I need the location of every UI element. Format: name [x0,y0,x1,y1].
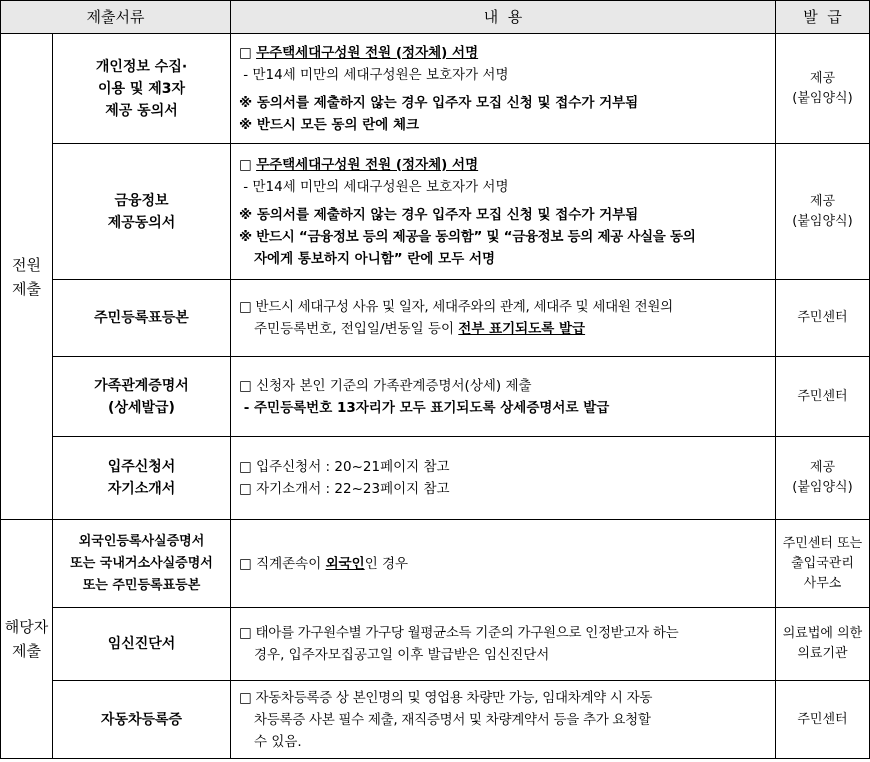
doc-name-line: 이용 및 제3자 [97,80,186,97]
table-row [1,357,870,437]
doc-name [53,34,231,144]
issue-cell [776,34,870,144]
issue-line: 주민센터 [797,310,848,325]
group-all-submit [1,34,53,520]
doc-name-line: 개인정보 수집· [95,58,188,75]
content-line: 직계존속이 [256,555,326,572]
content-line: 신청자 본인 기준의 가족관계증명서(상세) 제출 [256,377,532,394]
checkbox-icon: □ [239,459,252,475]
group-label: 제출 [12,279,41,298]
doc-content [231,608,776,681]
issue-line: (붙임양식) [792,480,853,495]
checkbox-icon: □ [239,689,252,706]
doc-name [53,280,231,357]
doc-name [53,520,231,608]
content-note: ※ 동의서를 제출하지 않는 경우 입주자 모집 신청 및 접수가 거부됨 [239,206,639,223]
content-emphasis: 전부 표기되도록 발급 [458,321,586,337]
doc-content: □ 신청자 본인 기준의 가족관계증명서(상세) 제출 - 주민등록번호 13자리가 모두 표기되도록 상세증명서로 발급 [231,357,776,437]
doc-content [231,520,776,608]
issue-line: 사무소 [803,575,842,591]
checkbox-icon: □ [239,481,252,497]
header-row [1,1,870,34]
table-row [1,34,870,144]
content-note: 자에게 통보하지 아니함” 란에 모두 서명 [254,250,496,267]
content-line: 자동차등록증 상 본인명의 및 영업용 차량만 가능, 임대차계약 시 자동 [255,689,653,706]
checkbox-icon: □ [239,625,252,641]
content-line: 무주택세대구성원 전원 (정자체) 서명 [256,156,479,173]
checkbox-icon: □ [239,44,252,61]
content-line: 주민등록번호 13자리가 모두 표기되도록 상세증명서로 발급 [254,399,610,416]
doc-content [231,280,776,357]
issue-line: 제공 [809,460,836,475]
table-row [1,520,870,608]
checkbox-icon: □ [239,377,252,394]
content-line: 입주신청서 : 20~21페이지 참고 [256,459,450,475]
group-label: 제출 [12,642,41,660]
issue-line: 제공 [809,70,836,86]
doc-name [53,144,231,280]
header-content: 내 용 [231,1,776,34]
content-line: 차등록증 사본 필수 제출, 재직증명서 및 차량계약서 등을 추가 요청할 [254,711,651,728]
doc-content [231,437,776,520]
doc-name-line: 자동차등록증 [100,711,183,728]
doc-name [53,681,231,759]
content-emphasis: 외국인 [325,555,365,572]
content-line: 태아를 가구원수별 가구당 월평균소득 기준의 가구원으로 인정받고자 하는 [255,625,679,641]
issue-line: (붙임양식) [792,90,853,106]
doc-name [53,357,231,437]
issue-cell [776,437,870,520]
doc-name-line: (상세발급) [108,399,175,416]
content-line: 무주택세대구성원 전원 (정자체) 서명 [256,44,479,61]
header-doc: 제출서류 [1,1,231,34]
content-line: 수 있음. [254,733,302,750]
table-row [1,144,870,280]
content-line: 만14세 미만의 세대구성원은 보호자가 서명 [252,66,509,83]
issue-cell [776,520,870,608]
table-row [1,280,870,357]
doc-content: □ 무주택세대구성원 전원 (정자체) 서명 - 만14세 미만의 세대구성원은 보호자가 서명 ※ 동의서를 제출하지 않는 경우 입주자 모집 신청 및 접수가 거부됨 ※ 반드시 모든 동의 란에 체크 [231,34,776,144]
content-line: 주민등록번호, 전입일/변동일 등이 [254,321,459,337]
content-line: 반드시 세대구성 사유 및 일자, 세대주와의 관계, 세대주 및 세대원 전원의 [255,299,673,315]
issue-cell [776,144,870,280]
doc-name-line: 금융정보 [114,192,169,209]
table-row [1,437,870,520]
doc-name-line: 임신진단서 [107,636,176,652]
doc-name-line: 입주신청서 [107,459,176,475]
header-issue: 발 급 [776,1,870,34]
doc-name-line: 또는 국내거소사실증명서 [70,555,213,571]
doc-name-line: 또는 주민등록표등본 [82,577,201,593]
issue-cell [776,357,870,437]
issue-cell [776,280,870,357]
issue-line: 출입국관리 [791,555,854,571]
issue-line: 주민센터 [797,388,848,404]
content-note: ※ 반드시 모든 동의 란에 체크 [239,116,420,133]
group-label: 전원 [12,255,41,274]
doc-name-line: 주민등록표등본 [94,310,189,326]
checkbox-icon: □ [239,299,252,315]
group-applicable-submit [1,520,53,759]
issue-line: 주민센터 [797,711,848,727]
issue-line: (붙임양식) [792,213,853,229]
doc-name-line: 외국인등록사실증명서 [78,533,205,549]
content-line: 만14세 미만의 세대구성원은 보호자가 서명 [252,178,509,195]
doc-name-line: 제공 동의서 [105,102,178,119]
table-row [1,608,870,681]
checkbox-icon: □ [239,156,252,173]
group-label: 해당자 [4,618,49,636]
doc-content: □ 무주택세대구성원 전원 (정자체) 서명 - 만14세 미만의 세대구성원은 보호자가 서명 ※ 동의서를 제출하지 않는 경우 입주자 모집 신청 및 접수가 거부됨 ※ 반드시 “금융정보 등의 제공을 동의함” 및 “금융정보 등의 제공 사실을 동의 자에게 통보하지 아니함” 란에 모두 서명 [231,144,776,280]
issue-line: 의료법에 의한 [782,626,863,641]
content-note: ※ 동의서를 제출하지 않는 경우 입주자 모집 신청 및 접수가 거부됨 [239,94,639,111]
table-row [1,681,870,759]
issue-line: 주민센터 또는 [782,535,863,551]
checkbox-icon: □ [239,555,252,572]
doc-content [231,681,776,759]
content-line: 인 경우 [364,555,409,572]
content-line: 경우, 입주자모집공고일 이후 발급받은 임신진단서 [254,647,550,663]
doc-name-line: 제공동의서 [107,214,176,231]
doc-name [53,608,231,681]
content-note: ※ 반드시 “금융정보 등의 제공을 동의함” 및 “금융정보 등의 제공 사실을 동의 [239,228,696,245]
content-line: 자기소개서 : 22~23페이지 참고 [256,481,450,497]
issue-line: 제공 [809,193,836,209]
issue-line: 의료기관 [797,646,848,661]
doc-name-line: 자기소개서 [107,481,176,497]
issue-cell [776,608,870,681]
issue-cell [776,681,870,759]
doc-name-line: 가족관계증명서 [94,377,189,394]
doc-name [53,437,231,520]
